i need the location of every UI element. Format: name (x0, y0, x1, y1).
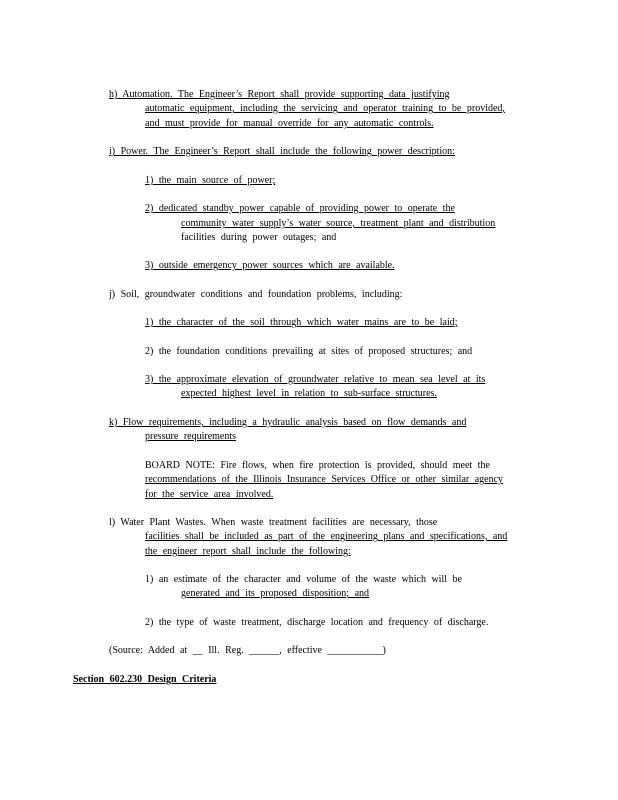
soil-item-1: 1) the character of the soil through which water mains are to be laid; (145, 317, 458, 328)
soil-intro: j) Soil, groundwater conditions and foundation problems, including: (109, 289, 403, 300)
wastes-item-1-line-1: 1) an estimate of the character and volume of the waste which will be (145, 574, 462, 585)
power-item-1: 1) the main source of power; (145, 175, 276, 186)
source-citation: (Source: Added at __ Ill. Reg. ______, effective ___________) (109, 645, 386, 656)
power-item-2-line-1: 2) dedicated standby power capable of providing power to operate the (145, 203, 455, 214)
power-item-2-line-2: community water supply’s water source, treatment plant and distribution (181, 218, 496, 229)
wastes-item-1-line-2: generated and its proposed disposition; and (181, 588, 370, 599)
power-item-3: 3) outside emergency power sources which are available. (145, 260, 395, 271)
power-item-2-line-3: facilities during power outages; and (181, 232, 337, 243)
power-intro: i) Power. The Engineer’s Report shall include the following power description: (109, 146, 455, 157)
wastes-line-2: facilities shall be included as part of the engineering plans and specifications, and (145, 531, 508, 542)
soil-item-3-line-2: expected highest level in relation to sub-surface structures. (181, 388, 437, 399)
wastes-line-3: the engineer report shall include the following: (145, 546, 351, 557)
flow-line-2: pressure requirements (145, 431, 237, 442)
soil-item-3-line-1: 3) the approximate elevation of groundwater relative to mean sea level at its (145, 374, 486, 385)
flow-line-1: k) Flow requirements, including a hydraulic analysis based on flow demands and (109, 417, 467, 428)
section-heading: Section 602.230 Design Criteria (73, 674, 217, 685)
automation-line-2: automatic equipment, including the servicing and operator training to be provided, (145, 103, 505, 114)
wastes-item-2: 2) the type of waste treatment, discharge location and frequency of discharge. (145, 617, 489, 628)
automation-line-3: and must provide for manual override for any automatic controls. (145, 118, 434, 129)
wastes-line-1: l) Water Plant Wastes. When waste treatment facilities are necessary, those (109, 517, 438, 528)
soil-item-2: 2) the foundation conditions prevailing at sites of proposed structures; and (145, 346, 473, 357)
board-note-line-2: recommendations of the Illinois Insurance Services Office or other similar agency (145, 474, 504, 485)
automation-line-1: h) Automation. The Engineer’s Report shall provide supporting data justifying (109, 89, 450, 100)
board-note-line-3: for the service area involved. (145, 489, 274, 500)
board-note-line-1: BOARD NOTE: Fire flows, when fire protection is provided, should meet the (145, 460, 490, 471)
